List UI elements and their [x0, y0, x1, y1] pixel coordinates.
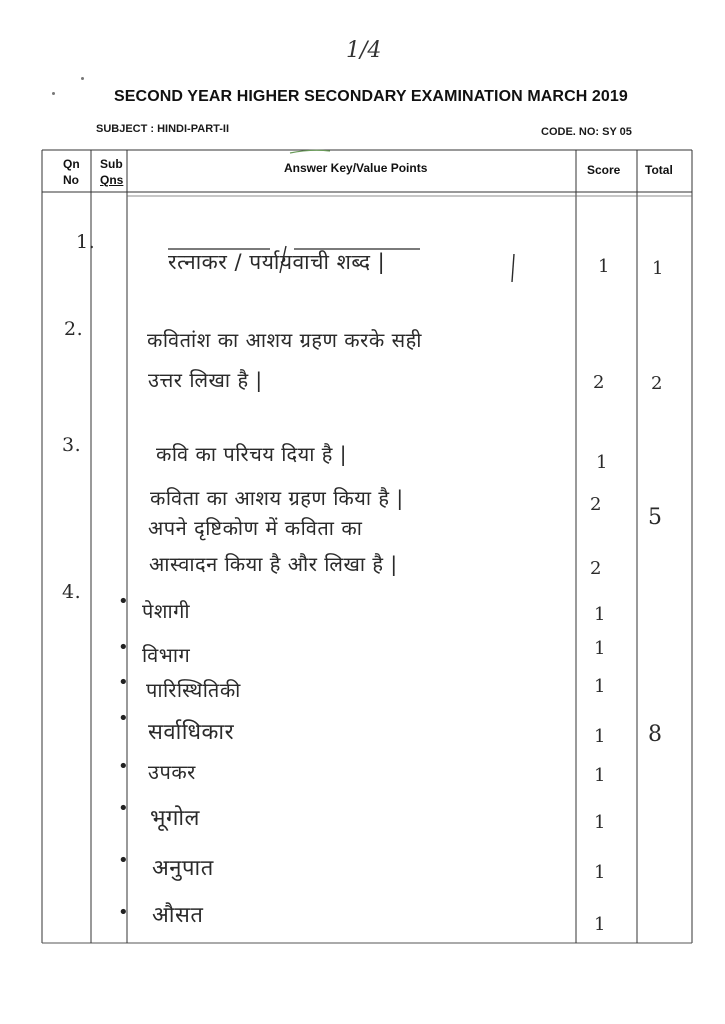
- total-value: 5: [648, 505, 662, 530]
- answer-line: कवितांश का आशय ग्रहण करके सही: [147, 328, 422, 352]
- score-value: 1: [594, 638, 606, 659]
- answer-line: अपने दृष्टिकोण में कविता का: [148, 516, 363, 540]
- bullet: •: [118, 756, 129, 777]
- score-value: 1: [596, 452, 608, 473]
- total-header: Total: [645, 163, 673, 177]
- code-label: CODE. NO: SY 05: [541, 126, 632, 138]
- total-value: 8: [648, 722, 662, 747]
- question-number: 4.: [62, 581, 82, 603]
- page-number: 1/4: [346, 38, 382, 63]
- bullet: •: [118, 672, 129, 693]
- score-value: 1: [594, 604, 606, 625]
- list-item: अनुपात: [152, 856, 214, 881]
- qn-header-line1: Qn: [63, 157, 80, 171]
- list-item: विभाग: [142, 643, 191, 667]
- answer-line: रत्नाकर / पर्यायवाची शब्द |: [168, 250, 386, 274]
- score-value: 1: [594, 676, 606, 697]
- bullet: •: [118, 850, 129, 871]
- subject-label: SUBJECT : HINDI-PART-II: [96, 123, 230, 135]
- bullet: •: [118, 637, 129, 658]
- sub-header: [100, 156, 123, 188]
- score-value: 1: [594, 812, 606, 833]
- question-number: 3.: [62, 434, 82, 456]
- score-value: 1: [594, 765, 606, 786]
- score-value: 2: [590, 558, 602, 579]
- total-value: 2: [651, 373, 663, 394]
- bullet: •: [118, 708, 129, 729]
- score-value: 1: [594, 726, 606, 747]
- answer-line: आस्वादन किया है और लिखा है |: [149, 552, 398, 576]
- score-value: 1: [594, 914, 606, 935]
- answer-header: Answer Key/Value Points: [284, 161, 428, 175]
- bullet: •: [118, 902, 129, 923]
- score-value: 1: [598, 256, 610, 277]
- sub-header-line2: Qns: [100, 173, 124, 187]
- answer-line: कवि का परिचय दिया है |: [156, 442, 347, 466]
- score-value: 2: [590, 494, 602, 515]
- answer-line: उत्तर लिखा है |: [148, 368, 263, 392]
- question-number: 2.: [64, 318, 84, 340]
- list-item: उपकर: [148, 760, 196, 784]
- exam-title: SECOND YEAR HIGHER SECONDARY EXAMINATION MARCH 2019: [114, 88, 628, 105]
- qn-header: [63, 156, 80, 188]
- total-value: 1: [652, 258, 664, 279]
- qn-header-line2: No: [63, 173, 79, 187]
- answer-line: कविता का आशय ग्रहण किया है |: [150, 486, 404, 510]
- score-header: Score: [587, 163, 621, 177]
- bullet: •: [118, 798, 129, 819]
- bullet: •: [118, 591, 129, 612]
- list-item: सर्वाधिकार: [148, 720, 235, 745]
- score-value: 1: [594, 862, 606, 883]
- question-number: 1.: [76, 231, 96, 253]
- score-value: 2: [593, 372, 605, 393]
- list-item: पेशागी: [142, 599, 191, 623]
- list-item: पारिस्थितिकी: [146, 678, 241, 702]
- list-item: औसत: [152, 903, 204, 928]
- list-item: भूगोल: [150, 806, 200, 831]
- sub-header-line1: Sub: [100, 157, 123, 171]
